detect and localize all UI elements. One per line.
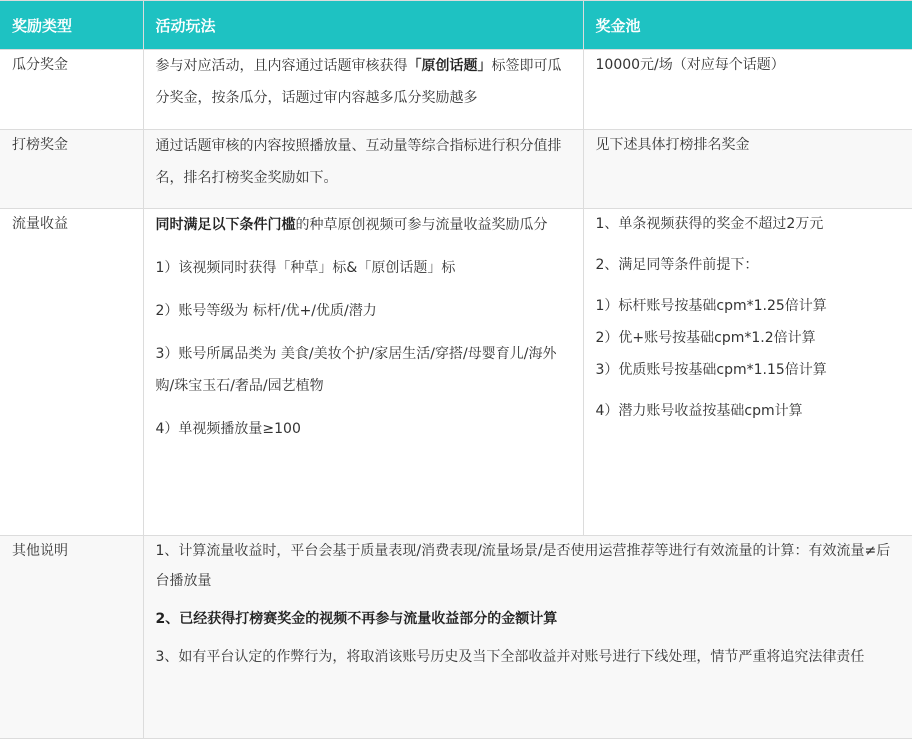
liuliang-threshold: 同时满足以下条件门槛 bbox=[155, 217, 296, 233]
header-prize-pool: 奖金池 bbox=[583, 1, 912, 50]
pool-item: 2）优+账号按基础cpm*1.2倍计算 bbox=[595, 330, 816, 346]
original-topic-tag: 「原创话题」 bbox=[407, 58, 492, 74]
condition-item: 3）账号所属品类为 美食/美妆个护/家居生活/穿搭/母婴育儿/海外购/珠宝玉石/奢品/园艺植物 bbox=[155, 346, 557, 394]
liuliang-pool bbox=[583, 209, 912, 536]
pool-item: 2、满足同等条件前提下： bbox=[595, 257, 759, 273]
pool-item: 4）潜力账号收益按基础cpm计算 bbox=[595, 403, 803, 419]
guafen-play-pre: 参与对应活动，且内容通过话题审核获得 bbox=[155, 58, 408, 74]
dabang-pool: 见下述具体打榜排名奖金 bbox=[583, 130, 912, 209]
dabang-play-text: 通过话题审核的内容按照播放量、互动量等综合指标进行积分值排名，排名打榜奖金奖励如下。 bbox=[155, 138, 562, 186]
row-dabang bbox=[0, 130, 912, 209]
row-guafen bbox=[0, 50, 912, 130]
header-activity-play: 活动玩法 bbox=[143, 1, 583, 50]
guafen-pool: 10000元/场（对应每个话题） bbox=[583, 50, 912, 130]
other-type: 其他说明 bbox=[0, 536, 143, 739]
guafen-type: 瓜分奖金 bbox=[0, 50, 143, 130]
condition-item: 1）该视频同时获得「种草」标&「原创话题」标 bbox=[155, 260, 456, 276]
liuliang-play-post: 的种草原创视频可参与流量收益奖励瓜分 bbox=[295, 217, 548, 233]
condition-item: 4）单视频播放量≥100 bbox=[155, 421, 301, 437]
liuliang-play bbox=[143, 209, 583, 536]
dabang-type: 打榜奖金 bbox=[0, 130, 143, 209]
guafen-play-post: 标签即可瓜分奖金，按条瓜分，话题过审内容越多瓜分奖励越多 bbox=[155, 58, 562, 106]
condition-item: 2）账号等级为 标杆/优+/优质/潜力 bbox=[155, 303, 377, 319]
liuliang-type: 流量收益 bbox=[0, 209, 143, 536]
row-liuliang bbox=[0, 209, 912, 536]
pool-item: 1、单条视频获得的奖金不超过2万元 bbox=[595, 216, 824, 232]
note-item: 3、如有平台认定的作弊行为，将取消该账号历史及当下全部收益并对账号进行下线处理，情节严重将追究法律责任 bbox=[155, 649, 865, 665]
header-reward-type: 奖励类型 bbox=[0, 1, 143, 50]
pool-item: 3）优质账号按基础cpm*1.15倍计算 bbox=[595, 362, 827, 378]
pool-item: 1）标杆账号按基础cpm*1.25倍计算 bbox=[595, 298, 827, 314]
other-notes bbox=[143, 536, 912, 739]
guafen-play bbox=[143, 50, 583, 130]
table-header bbox=[0, 1, 912, 50]
note-item: 1、计算流量收益时，平台会基于质量表现/消费表现/流量场景/是否使用运营推荐等进行有效流量的计算：有效流量≠后台播放量 bbox=[155, 543, 891, 589]
dabang-play bbox=[143, 130, 583, 209]
note-item: 2、已经获得打榜赛奖金的视频不再参与流量收益部分的金额计算 bbox=[155, 611, 558, 627]
row-other bbox=[0, 536, 912, 739]
